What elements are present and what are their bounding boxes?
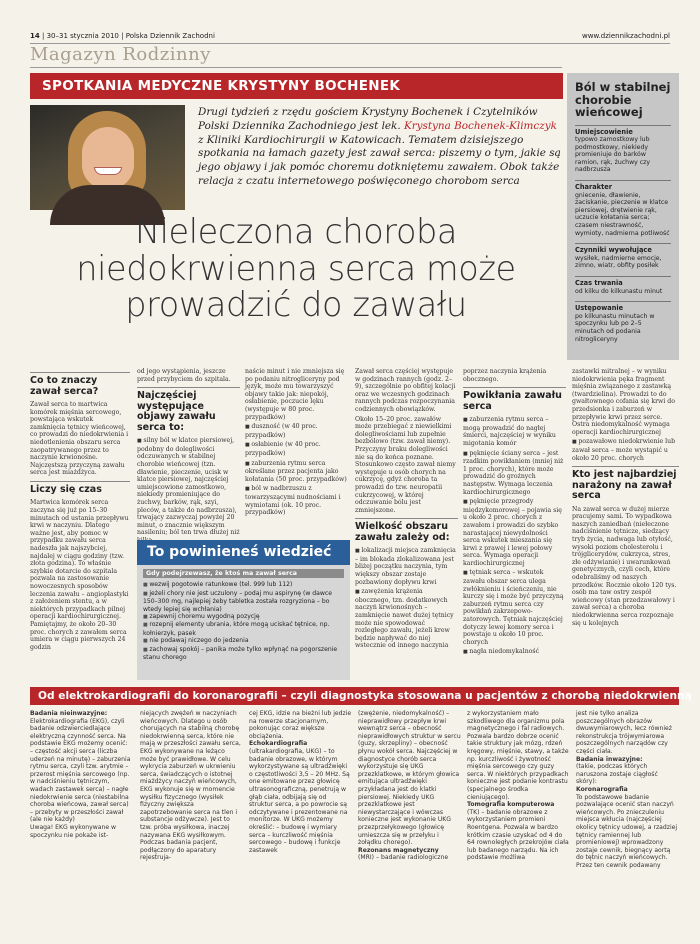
diagnostics-body: [30, 710, 679, 932]
issue-date: 30–31 stycznia 2010: [46, 32, 119, 40]
diag-column-3: cej EKG, idzie na bieżni lub jedzie na rowerze stacjonarnym, pokonując coraz większe obciążenia. Echokardiografia (ultrakardiografia, UKG) – to badanie obrazowe, w którym wykorzystywane są ultradźwięki o częstotliwości 3,5 – 20 MHz. Są one emitowane przez głowicę ultrasonograficzną, penetrują w głąb ciała, odbijają się od struktur serca, a po powrocie są odczytywane i prezentowane na monitorze. W UKG możemy określić: – budowę i wymiary serca – kurczliwość mięśnia sercowego – budowę i funkcje zastawek: [249, 710, 352, 854]
column-5: poprzez naczynia krążenia obocznego. Powikłania zawału serca ■ zaburzenia rytmu serca – mogą prowadzić do nagłej śmierci, najczęściej w wyniku migotania komór ■ pęknięcie ściany serca – jest rzadkim powikłaniem (mniej niż 1 proc. chorych), które może prowadzić do groźnych następstw. Wymaga leczenia kardiochirurgicznego ■ pęknięcie przegrody międzykomorowej – pojawia się u około 2 proc. chorych z zawałem i prowadzi do szybko narastającej niewydolności serca wskutek mieszania się krwi z prawej i lewej połowy serca. Wymaga operacji kardiochirurgicznej ■ tętniak serca – wskutek zawału obszar serca ulega zwłóknieniu i ścieńczeniu, nie kurczy się i może być przyczyną zaburzeń rytmu serca czy powikłań zakrzepowo-zatorowych. Tętniak najczęściej dotyczy lewej komory serca i powstaje u około 10 proc. chorych ■ nagła niedomykalność: [463, 368, 566, 686]
list-item: ■ zachowaj spokój – panika może tylko wpłynąć na pogorszenie stanu chorego: [143, 646, 344, 662]
list-item: ■ jeżeli chory nie jest uczulony – podaj mu aspirynę (w dawce 150–300 mg, najlepiej żeby tabletka została rozgryziona – bo wtedy lepiej się wchłania): [143, 590, 344, 613]
page-header: [30, 32, 670, 44]
info-box-heading: To powinieneś wiedzieć: [137, 540, 350, 565]
diag-column-5: z wykorzystaniem mało szkodliwego dla organizmu pola magnetycznego i fal radiowych. Pozwala bardzo dobrze ocenić takie struktury jak mózg, rdzeń kręgowy, mięśnie, stawy, a także np. kurczliwość i żywotność mięśnia sercowego czy guzy serca. W niektórych przypadkach konieczne jest podanie kontrastu (specjalnego środka cieniującego). Tomografia komputerowa (TK) – badanie obrazowe z wykorzystaniem promieni Roentgena. Pozwala w bardzo krótkim czasie uzyskać od 4 do 64 rownoległych przekrojów ciała lub badanego narządu. Na ich podstawie możliwa: [467, 710, 569, 862]
article-body: [30, 368, 679, 668]
info-box-question: Gdy podejrzewasz, że ktoś ma zawał serca: [143, 569, 344, 578]
doctor-name: Krystyna Bochenek-Klimczyk: [403, 119, 557, 132]
diag-column-6: jest nie tylko analiza poszczególnych obrazów dwuwymiarowych, lecz również rekonstrukcja trójwymiarowa poszczególnych narządów czy części ciała. Badania inwazyjne: (takie, podczas których naruszona zostaje ciągłość skóry): Koronarografia To podstawowe badanie pozwalające ocenić stan naczyń wieńcowych. Po znieczuleniu miejsca wkłucia (najczęściej okolicy tętnicy udowej, a rzadziej tętnicy ramiennej lub promieniowej) wprowadzony zostaje cewnik, biegnący aortą do tętnic naczyń wieńcowych. Przez ten cewnik podawany: [576, 710, 678, 869]
diag-column-2: niejących zwężeń w naczyniach wieńcowych. Dlatego u osób chorujących na stabilną chorobę niedokrwienną serca, które nie mają w przeszłości zawału serca, EKG wykonywane na leżąco może być prawidłowe. W celu wykrycia zaburzeń w ukrwieniu serca, świadczących o istotnej miażdżycy naczyń wieńcowych, EKG wykonuje się w momencie wysiłku fizycznego (wysiłek fizyczny zwiększa zapotrzebowanie serca na tlen i substancje odżywcze). Jest to tzw. próba wysiłkowa, inaczej nazywana EKG wysiłkowym. Podczas badania pacjent, podłączony do aparatury rejestruja-: [140, 710, 241, 862]
column-6: zastawki mitralnej – w wyniku niedokrwienia pęka fragment mięśnia związanego z zastawką (twardzielina). Prowadzi to do gwałtownego cofania się krwi do przedsionka i zaburzeń w przepływie krwi przez serce. Ostra niedomykalność wymaga operacji kardiochirurgicznej ■ pozawałowe niedokrwienie lub zawał serca – może wystąpić u około 20 proc. chorych Kto jest najbardziej narażony na zawał serca Na zawał serca w dużej mierze pracujemy sami. To wypadkowa naszych zaniedbań (niełeczone nadciśnienie tętnicze, siedzący tryb życia, nadwaga lub otyłość, wysoki poziom cholesterolu i trójglicerydów, cukrzyca, stres, złe odżywianie) i uwarunkowań genetycznych, czyli cech, które odebraliśmy od naszych przodków. Rocznie około 120 tys. osób ma taw ostry zespół wieńcowy (stan przedzawałowy i zawał serca) a choroba niedokrwienna serca rozpoznaje się u kolejnych: [572, 368, 679, 686]
sidebar-item: Ustępowanie po kilkunastu minutach w spoczynku lub po 2–5 minutach od podania nitrogliceryny: [575, 301, 671, 343]
sidebar-item: Umiejscowienie typowo zamostkowy lub podmostkowy, niekiedy promieniuje do barków ramion, rąk, żuchwy czy nadbrzusza: [575, 125, 671, 175]
list-item: ■ wezwij pogotowie ratunkowe (tel. 999 lub 112): [143, 581, 344, 589]
list-item: ■ zapewnij choremu wygodną pozycję: [143, 613, 344, 621]
sidebar-item: Charakter gniecenie, dławienie, zaciskanie, pieczenie w klatce piersiowej, drętwienie rąk, uczucie kołatania serca; czasem niestrawność, wymioty, nadmierna potliwość: [575, 180, 671, 237]
column-1: Co to znaczy zawał serca? Zawał serca to martwica komórek mięśnia sercowego, powstająca wskutek zamknięcia tętnicy wieńcowej, co prowadzi do niedokrwienia i niedotlenienia obszaru serca zaopatrywanego przez to naczynie krwionośne. Najczęstszą przyczyną zawału serca jest miażdżyca. Liczy się czas Martwica komórek serca zaczyna się już po 15–30 minutach od ustania przepływu krwi w naczyniu. Dlatego ważne jest, aby pomoc w przypadku zawału serca nadeszła jak najszybciej, najdalej w ciągu godziny (tzw. złota godzina). To właśnie szybkie dotarcie do szpitala pozwala na zastosowanie nowoczesnych sposobów leczenia zawału – angioplastyki z założeniem stentu, a w niektórych przypadkach pilnej operacji kardiochirurgicznej. Pamiętajmy, że około 20–30 proc. chorych z zawałem serca umiera w ciągu pierwszych 24 godzin: [30, 368, 130, 686]
sidebar-item: Czynniki wywołujące wysiłek, nadmierne emocje, zimno, wiatr, obfity posiłek: [575, 243, 671, 270]
website: www.dziennikzachodni.pl: [582, 32, 670, 40]
sidebar-title: Ból w stabilnej chorobie wieńcowej: [575, 80, 671, 119]
diag-column-1: Badania nieinwazyjne: Elektrokardiografia (EKG), czyli badanie odzwierciedlające elektryczną czynność serca. Na podstawie EKG możemy ocenić: – częstość akcji serca (liczba uderzeń na minutę) – zaburzenia rytmu serca, czyli tzw. arytmie – przerost mięśnia sercowego (np. w nadciśnieniu tętniczym, wadach zastawek serca) – nagłe niedokrwienie serca (niestabilna choroba wieńcowa, zawał serca) – przebyty w przeszłości zawał (ale nie każdy) Uwaga! EKG wykonywane w spoczynku nie pokaże ist-: [30, 710, 131, 839]
intro-lead: Drugi tydzień z rzędu gościem Krystyny Bochenek i Czytelników Polski Dziennika Zachodniego jest lek. Krystyna Bochenek-Klimczyk z Kliniki Kardiochirurgii w Katowicach. Tematem dzisiejszego spotkania na łamach gazety jest zawał serca: piszemy o tym, jakie są jego objawy i jak pomóc choremu dotkniętemu zawałem. Obok także relacja z czatu internetowego poświęconego chorobom serca: [198, 106, 561, 187]
diag-column-4: (zwężenie, niedomykalność) – nieprawidłowy przepływ krwi wewnątrz serca – obecność nieprawidłowych struktur w sercu (guzy, skrzepliny) – obecność płynu wokół serca. Najczęściej w diagnostyce chorób serca wykorzystuje się UKG przezklatkowe, w którym głowica emitująca ultradźwięki przykładana jest do klatki piersiowej. Niekiedy UKG przezklatkowe jest niewystarczające i wówczas konieczne jest wykonanie UKG przezprzełykowego (głowicę umieszcza się w przełyku i żołądku chorego). Rezonans magnetyczny (MRI) – badanie radiologiczne: [358, 710, 461, 862]
series-banner: SPOTKANIA MEDYCZNE KRYSTYNY BOCHENEK: [30, 73, 563, 99]
diagnostics-banner: Od elektrokardiografii do koronarografii – czyli diagnostyka stosowana u pacjentów z chorobą niedokrwienną: [30, 687, 679, 705]
column-3: naście minut i nie zmniejsza się po podaniu nitrogliceryny pod język, może mu towarzyszyć objawy takie jak: niepokój, osłabienie, poczucie lęku (występuje w 80 proc. przypadków) ■ duszność (w 40 proc. przypadków) ■ osłabienie (w 40 proc. przypadków) ■ zaburzenia rytmu serca określane przez pacjenta jako kołatania (50 proc. przypadków) ■ ból w nadbrzuszu z towarzyszącymi nudnościami i wymiotami (ok. 10 proc. przypadków): [245, 368, 349, 538]
section-rule: [30, 67, 562, 68]
publication-name: Polska Dziennik Zachodni: [125, 32, 215, 40]
article-headline: Nieleczona choroba niedokrwienna serca może prowadzić do zawału: [76, 212, 516, 324]
column-2: od jego wystąpienia, jeszcze przed przybyciem do szpitala. Najczęściej występujące objawy zawału serca to: ■ silny ból w klatce piersiowej, podobny do dolegliwości odczuwanych w stabilnej chorobie wieńcowej (tzn. dławienie, pieczenie, ucisk w klatce piersiowej, najczęściej umiejscowione zamostkowo, niekiedy promieniujące do żuchwy, barków, rąk, szyi, pleców, a także do nadbrzusza), trwający zazwyczaj powyżej 20 minut, o znacznie większym nasileniu; ból ten trwa dłużej niż: [137, 368, 240, 538]
page-number: 14: [30, 32, 40, 40]
doctor-portrait: [30, 105, 185, 210]
symptoms-sidebar: [567, 73, 679, 360]
info-box: [137, 565, 350, 680]
list-item: ■ nie podawaj niczego do jedzenia: [143, 637, 344, 645]
list-item: ■ rozepnij elementy ubrania, które mogą uciskać tętnice, np. kołnierzyk, pasek: [143, 621, 344, 637]
section-title: Magazyn Rodzinny: [30, 44, 211, 65]
header-left: 14 | 30–31 stycznia 2010 | Polska Dziennik Zachodni: [30, 32, 215, 40]
sidebar-item: Czas trwania od kilku do kilkunastu minut: [575, 276, 671, 295]
column-4: Zawał serca częściej występuje w godzinach rannych (godz. 2–9), szczególnie po obfitej kolacji oraz we wczesnych godzinach rannych podczas rozpoczynania codziennych obowiązków. Około 15–20 proc. zawałów może przebiegać z niewielkimi dolegliwościami lub zupełnie bezbólowo (tzw. zawał niemy). Przyczyny braku dolegliwości nie są do końca poznane. Stosunkowo często zawał niemy występuje u osób chorych na cukrzycę, gdyż choroba ta prowadzi do tzw. neuropatii cukrzycowej, w której odczuwanie bólu jest zmniejszone. Wielkość obszaru zawału zależy od: ■ lokalizacji miejsca zamknięcia – im blokada zlokalizowana jest bliżej początku naczynia, tym większy obszar zostaje pozbawiony dopływu krwi ■ zawężenia krążenia obocznego, tzn. dodatkowych naczyń krwionośnych – zamknięcie nawet dużej tętnicy może nie spowodować rozległego zawału, jeżeli krew będzie napływać do niej wstecznie od innego naczynia: [355, 368, 458, 686]
